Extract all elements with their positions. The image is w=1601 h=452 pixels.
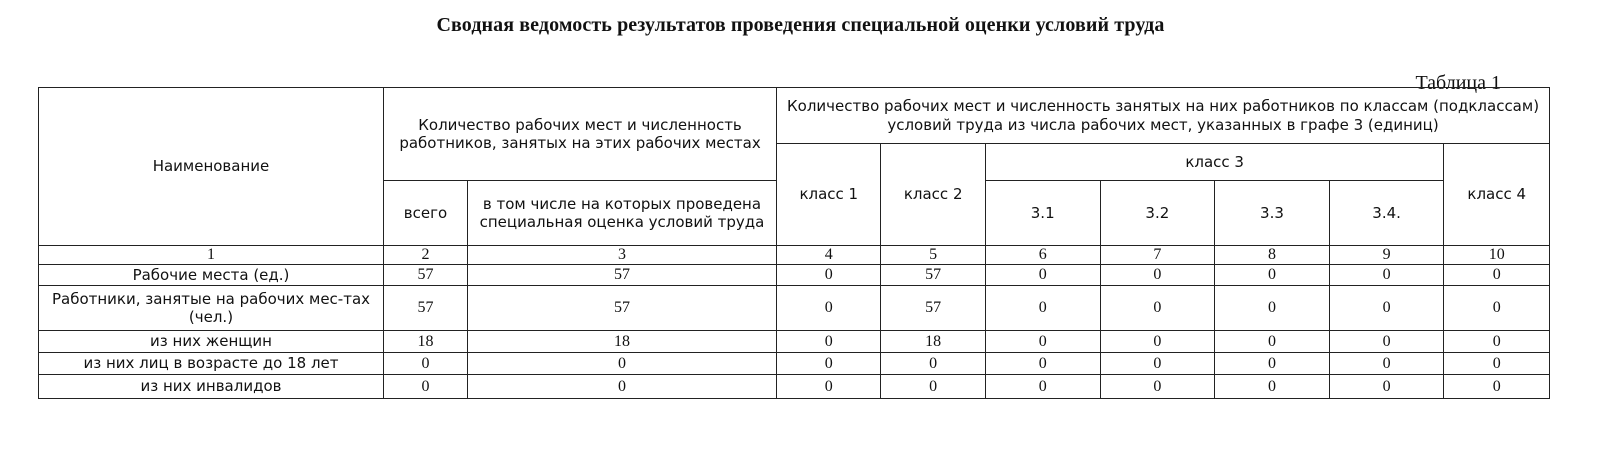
header-class-3-4: 3.4. [1329, 181, 1444, 246]
header-class-3: класс 3 [985, 144, 1444, 181]
row-value: 0 [467, 353, 776, 375]
column-number: 10 [1444, 246, 1550, 265]
column-number: 5 [881, 246, 985, 265]
row-value: 0 [1215, 265, 1330, 286]
row-value: 0 [1100, 353, 1215, 375]
row-value: 0 [1329, 331, 1444, 353]
header-classes-group: Количество рабочих мест и численность занятых на них работников по классам (подклассам) условий труда из числа рабочих мест, указанных в графе 3 (единиц) [777, 88, 1550, 144]
table-row [39, 286, 1550, 331]
row-name: Рабочие места (ед.) [39, 265, 384, 286]
row-value: 0 [1215, 353, 1330, 375]
row-value: 0 [985, 331, 1100, 353]
header-class-2: класс 2 [881, 144, 985, 246]
header-total: всего [383, 181, 467, 246]
row-value: 0 [1329, 286, 1444, 331]
row-name: из них лиц в возрасте до 18 лет [39, 353, 384, 375]
header-class-3-2: 3.2 [1100, 181, 1215, 246]
column-number: 2 [383, 246, 467, 265]
row-value: 18 [467, 331, 776, 353]
column-number: 6 [985, 246, 1100, 265]
row-value: 0 [1100, 375, 1215, 399]
row-value: 0 [1329, 353, 1444, 375]
header-class-3-3: 3.3 [1215, 181, 1330, 246]
column-number: 1 [39, 246, 384, 265]
row-value: 57 [383, 286, 467, 331]
row-value: 0 [383, 353, 467, 375]
row-value: 0 [383, 375, 467, 399]
table-number-label: Таблица 1 [1415, 72, 1501, 94]
column-number: 7 [1100, 246, 1215, 265]
row-value: 0 [1444, 375, 1550, 399]
row-name: Работники, занятые на рабочих мес-тах (чел.) [39, 286, 384, 331]
row-value: 0 [1444, 265, 1550, 286]
row-value: 57 [881, 265, 985, 286]
row-name: из них женщин [39, 331, 384, 353]
row-value: 0 [1100, 265, 1215, 286]
row-value: 0 [881, 375, 985, 399]
row-value: 0 [1444, 353, 1550, 375]
row-value: 0 [1329, 265, 1444, 286]
row-value: 0 [777, 375, 881, 399]
row-value: 57 [881, 286, 985, 331]
table-row [39, 375, 1550, 399]
header-assessed: в том числе на которых проведена специальная оценка условий труда [467, 181, 776, 246]
column-number: 4 [777, 246, 881, 265]
row-value: 0 [1215, 286, 1330, 331]
row-value: 0 [777, 353, 881, 375]
table-row [39, 265, 1550, 286]
header-class-1: класс 1 [777, 144, 881, 246]
row-value: 57 [467, 286, 776, 331]
row-value: 0 [1444, 286, 1550, 331]
header-class-3-1: 3.1 [985, 181, 1100, 246]
header-row-1 [39, 88, 1550, 144]
summary-table [38, 87, 1550, 399]
header-class-4: класс 4 [1444, 144, 1550, 246]
row-value: 57 [383, 265, 467, 286]
column-number: 9 [1329, 246, 1444, 265]
row-value: 0 [777, 331, 881, 353]
column-number-row [39, 246, 1550, 265]
row-value: 0 [1329, 375, 1444, 399]
row-name: из них инвалидов [39, 375, 384, 399]
column-number: 8 [1215, 246, 1330, 265]
row-value: 0 [467, 375, 776, 399]
row-value: 0 [1100, 286, 1215, 331]
row-value: 18 [881, 331, 985, 353]
row-value: 0 [985, 375, 1100, 399]
row-value: 0 [985, 265, 1100, 286]
row-value: 0 [777, 286, 881, 331]
header-name: Наименование [39, 88, 384, 246]
row-value: 57 [467, 265, 776, 286]
row-value: 0 [1215, 331, 1330, 353]
row-value: 0 [1100, 331, 1215, 353]
header-workplaces-group: Количество рабочих мест и численность работников, занятых на этих рабочих местах [383, 88, 776, 181]
document-title: Сводная ведомость результатов проведения специальной оценки условий труда [436, 14, 1165, 36]
table-row [39, 331, 1550, 353]
row-value: 0 [777, 265, 881, 286]
column-number: 3 [467, 246, 776, 265]
row-value: 0 [1215, 375, 1330, 399]
row-value: 18 [383, 331, 467, 353]
table-row [39, 353, 1550, 375]
row-value: 0 [1444, 331, 1550, 353]
row-value: 0 [985, 286, 1100, 331]
row-value: 0 [985, 353, 1100, 375]
row-value: 0 [881, 353, 985, 375]
